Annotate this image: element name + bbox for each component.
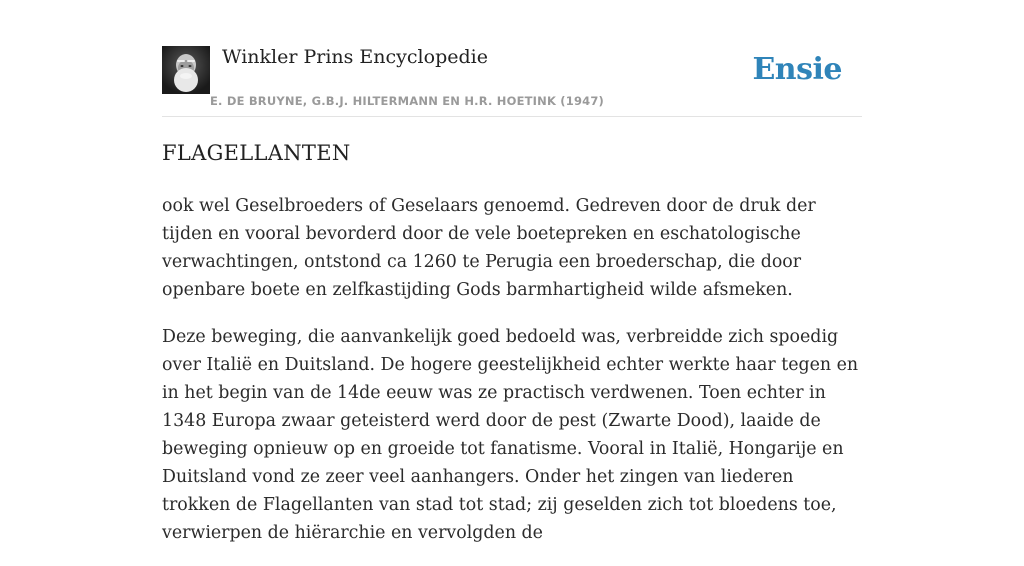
entry-paragraph: Deze beweging, die aanvankelijk goed bedoeld was, verbreidde zich spoedig over Italië en Duitsland. De hogere geestelijkheid echter werkte haar tegen en in het begin van de 14de eeuw was ze practisch verdwenen. Toen echter in 1348 Europa zwaar geteisterd werd door de pest (Zwarte Dood), laaide de beweging opnieuw op en groeide tot fanatisme. Vooral in Italië, Hongarije en Duitsland vond ze zeer veel aanhangers. Onder het zingen van liederen trokken de Flagellanten van stad tot stad; zij geselden zich tot bloedens toe, verwierpen de hiërarchie en vervolgden de <box>162 327 859 543</box>
brand-logo-link[interactable]: Ensie <box>752 52 842 87</box>
author-avatar <box>162 46 210 94</box>
edition-authors: E. DE BRUYNE, G.B.J. HILTERMANN EN H.R. HOETINK (1947) <box>210 94 605 108</box>
entry-body <box>162 192 862 566</box>
site-title[interactable]: Winkler Prins Encyclopedie <box>222 46 488 68</box>
entry-title: FLAGELLANTEN <box>162 141 351 165</box>
site-header <box>162 44 862 117</box>
entry-paragraph: ook wel Geselbroeders of Geselaars genoemd. Gedreven door de druk der tijden en vooral bevorderd door de vele boetepreken en eschatologische verwachtingen, ontstond ca 1260 te Perugia een broederschap, die door openbare boete en zelfkastijding Gods barmhartigheid wilde afsmeken. <box>162 196 816 300</box>
